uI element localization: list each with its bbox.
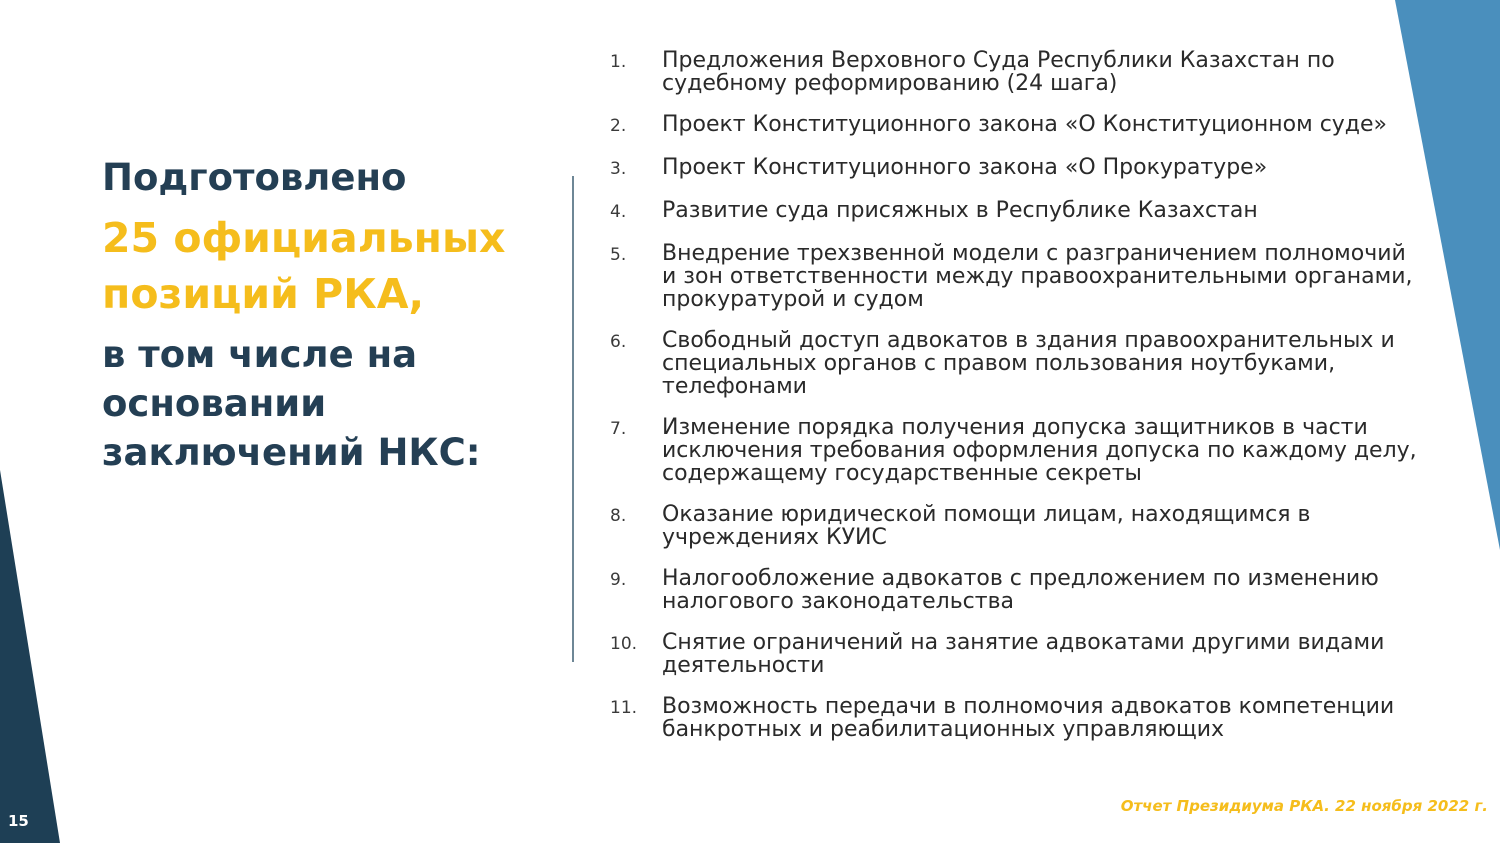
positions-list xyxy=(610,49,1420,759)
list-item-text: Оказание юридической помощи лицам, находящимся в учреждениях КУИС xyxy=(662,502,1311,550)
list-item-number: 6. xyxy=(610,332,627,352)
list-item xyxy=(610,199,1420,224)
list-item-number: 5. xyxy=(610,245,627,265)
list-item xyxy=(610,113,1420,138)
summary-accent-count: 25 официальных позиций РКА, xyxy=(102,214,506,318)
list-item xyxy=(610,156,1420,181)
vertical-divider xyxy=(572,176,574,662)
list-item-text: Налогообложение адвокатов с предложением по изменению налогового законодательства xyxy=(662,566,1379,614)
list-item-number: 8. xyxy=(610,506,627,526)
list-item-text: Снятие ограничений на занятие адвокатами другими видами деятельности xyxy=(662,630,1385,678)
list-item-number: 7. xyxy=(610,419,627,439)
list-item xyxy=(610,416,1420,485)
summary-block xyxy=(102,153,552,477)
list-item-text: Возможность передачи в полномочия адвокатов компетенции банкротных и реабилитационных управляющих xyxy=(662,694,1395,742)
slide-number: 15 xyxy=(8,812,29,830)
footer-report-caption: Отчет Президиума РКА. 22 ноября 2022 г. xyxy=(1120,797,1488,815)
list-item-text: Предложения Верховного Суда Республики Казахстан по судебному реформированию (24 шага) xyxy=(662,48,1335,96)
list-item xyxy=(610,329,1420,398)
list-item-number: 3. xyxy=(610,159,627,179)
list-item xyxy=(610,242,1420,311)
list-item-text: Проект Конституционного закона «О Конституционном суде» xyxy=(662,112,1388,137)
list-item-number: 9. xyxy=(610,570,627,590)
list-item-text: Проект Конституционного закона «О Прокуратуре» xyxy=(662,155,1268,180)
list-item-number: 11. xyxy=(610,698,638,718)
list-item-number: 10. xyxy=(610,634,638,654)
list-item xyxy=(610,567,1420,613)
list-item-number: 2. xyxy=(610,116,627,136)
list-item-text: Изменение порядка получения допуска защитников в части исключения требования оформления допуска по каждому делу, содержащему государственные секреты xyxy=(662,415,1417,486)
list-item-text: Свободный доступ адвокатов в здания правоохранительных и специальных органов с правом пользования ноутбуками, телефонами xyxy=(662,328,1395,399)
summary-line-prepared: Подготовлено xyxy=(102,156,407,199)
list-item xyxy=(610,49,1420,95)
decorative-shape-left xyxy=(0,0,60,843)
list-item xyxy=(610,695,1420,741)
summary-line-basis: в том числе на основании заключений НКС: xyxy=(102,333,481,474)
list-item xyxy=(610,631,1420,677)
list-item-text: Внедрение трехзвенной модели с разграничением полномочий и зон ответственности между правоохранительными органами, прокуратурой и судом xyxy=(662,241,1413,312)
list-item-number: 1. xyxy=(610,52,627,72)
list-item xyxy=(610,503,1420,549)
list-item-text: Развитие суда присяжных в Республике Казахстан xyxy=(662,198,1258,223)
list-item-number: 4. xyxy=(610,202,627,222)
